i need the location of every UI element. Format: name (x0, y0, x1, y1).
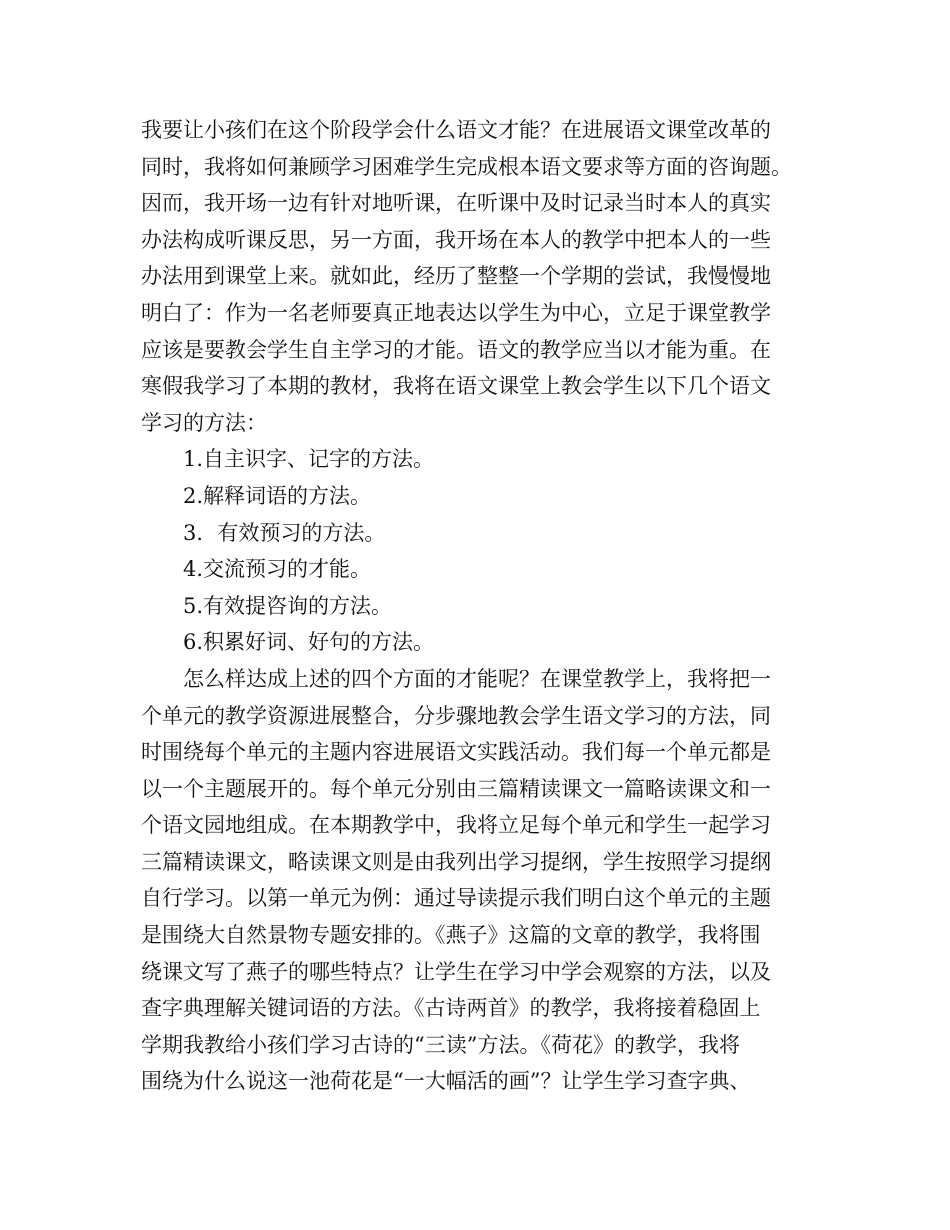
text-line: 查字典理解关键词语的方法。《古诗两首》的教学，我将接着稳固上 (141, 996, 761, 1021)
text-line: 同时，我将如何兼顾学习困难学生完成根本语文要求等方面的咨询题。 (141, 154, 792, 179)
text-line: 是围绕大自然景物专题安排的。《燕子》这篇的文章的教学，我将围 (141, 923, 761, 948)
text-line: 绕课文写了燕子的哪些特点？让学生在学习中学会观察的方法，以及 (141, 959, 771, 984)
text-line: 时围绕每个单元的主题内容进展语文实践活动。我们每一个单元都是 (141, 740, 771, 765)
text-line: 办法用到课堂上来。就如此，经历了整整一个学期的尝试，我慢慢地 (141, 264, 771, 289)
text-line: 围绕为什么说这一池荷花是“一大幅活的画”？让学生学习查字典、 (141, 1069, 751, 1094)
text-line: 个语文园地组成。在本期教学中，我将立足每个单元和学生一起学习 (141, 813, 771, 838)
text-line: 学习的方法： (141, 410, 267, 435)
text-line: 我要让小孩们在这个阶段学会什么语文才能？在进展语文课堂改革的 (141, 118, 771, 142)
text-line: 怎么样达成上述的四个方面的才能呢？在课堂教学上，我将把一 (183, 666, 771, 691)
list-item: 2.解释词语的方法。 (183, 483, 372, 508)
paragraph-intro (141, 112, 821, 441)
list-item: 4.交流预习的才能。 (183, 557, 372, 582)
text-line: 学期我教给小孩们学习古诗的“三读”方法。《荷花》的教学，我将 (141, 1032, 740, 1057)
text-line: 以一个主题展开的。每个单元分别由三篇精读课文一篇略读课文和一 (141, 776, 771, 801)
text-line: 明白了：作为一名老师要真正地表达以学生为中心，立足于课堂教学 (141, 300, 771, 325)
list-item: 6.积累好词、好句的方法。 (183, 630, 435, 655)
text-line: 三篇精读课文，略读课文则是由我列出学习提纲，学生按照学习提纲 (141, 849, 771, 874)
text-line: 办法构成听课反思，另一方面，我开场在本人的教学中把本人的一些 (141, 227, 771, 252)
text-line: 寒假我学习了本期的教材，我将在语文课堂上教会学生以下几个语文 (141, 374, 771, 399)
list-item: 1.自主识字、记字的方法。 (183, 447, 435, 472)
list-item: 5.有效提咨询的方法。 (183, 593, 393, 618)
document-body (141, 112, 821, 1100)
text-line: 因而，我开场一边有针对地听课，在听课中及时记录当时本人的真实 (141, 191, 771, 216)
paragraph-plan (141, 661, 821, 1100)
text-line: 应该是要教会学生自主学习的才能。语文的教学应当以才能为重。在 (141, 337, 771, 362)
text-line: 自行学习。以第一单元为例：通过导读提示我们明白这个单元的主题 (141, 886, 771, 911)
list-item: 3．有效预习的方法。 (183, 520, 386, 545)
method-list (141, 441, 821, 661)
text-line: 个单元的教学资源进展整合，分步骤地教会学生语文学习的方法，同 (141, 703, 771, 728)
